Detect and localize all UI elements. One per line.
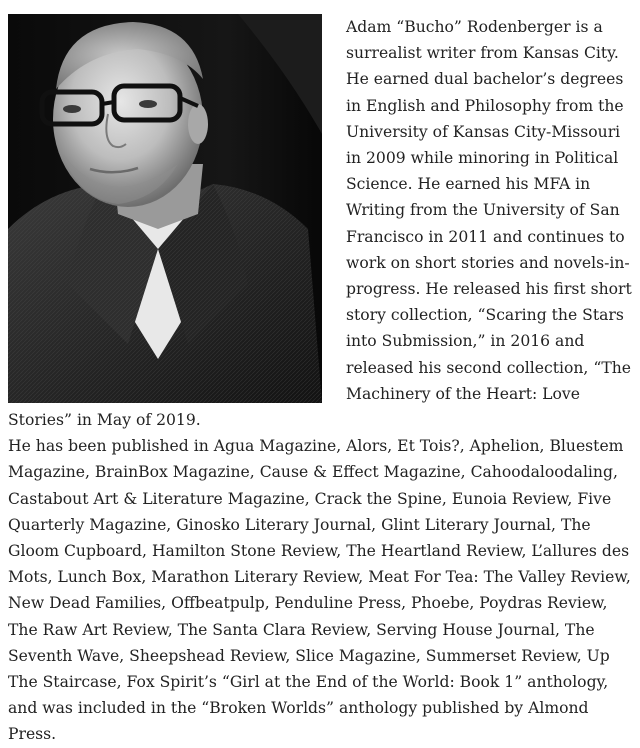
author-photo [8,14,322,403]
bio-paragraph-education: Adam “Bucho” Rodenberger is a surrealist writer from Kansas City. He earned dual bachelor’s degrees in English and Philosophy from the University of Kansas City-Missouri in 2009 while minoring in Political Science. He earned his MFA in Writing from the University of San Francisco in 2011 and continues to work on short stories and novels-in-progress. He released his first short story collection, “Scaring the Stars into Submission,” in 2016 and released his second collection, “The Machinery of the Heart: Love Stories” in May of 2019. [8,18,632,430]
bio-paragraph-publications: He has been published in Agua Magazine, Alors, Et Tois?, Aphelion, Bluestem Magazine, BrainBox Magazine, Cause & Effect Magazine, Cahoodaloodaling, Castabout Art & Literature Magazine, Crack the Spine, Eunoia Review, Five Quarterly Magazine, Ginosko Literary Journal, Glint Literary Journal, The Gloom Cupboard, Hamilton Stone Review, The Heartland Review, L’allures des Mots, Lunch Box, Marathon Literary Review, Meat For Tea: The Valley Review, New Dead Families, Offbeatpulp, Penduline Press, Phoebe, Poydras Review, The Raw Art Review, The Santa Clara Review, Serving House Journal, The Seventh Wave, Sheepshead Review, Slice Magazine, Summerset Review, Up The Staircase, Fox Spirit’s “Girl at the End of the World: Book 1” anthology, and was included in the “Broken Worlds” anthology published by Almond Press. [8,437,631,744]
author-bio [8,14,634,748]
